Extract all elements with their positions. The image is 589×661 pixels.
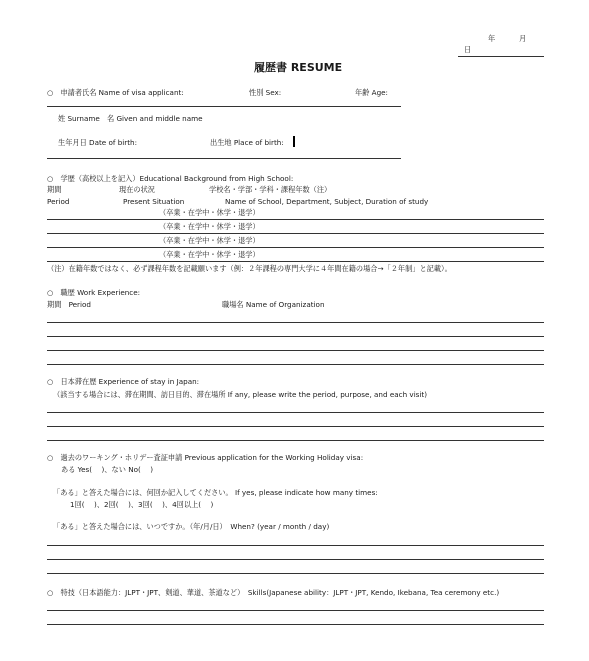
year-label: 年 [488,34,496,43]
edu-row-line [47,219,544,220]
work-row-line[interactable] [47,336,544,337]
edu-col-school-jp: 学校名・学部・学科・課程年数（注） [209,185,332,194]
work-row-line[interactable] [47,350,544,351]
edu-status-option[interactable]: （卒業・在学中・休学・退学） [159,208,260,217]
japan-stay-line[interactable] [47,412,544,413]
skills-heading: ○ 特技（日本語能力：JLPT・JPT、剣道、華道、茶道など） Skills(Japanese ability：JLPT・JPT, Kendo, Ikebana, Tea ceremony etc.) [47,588,500,597]
yes-no-options[interactable]: ある Yes( )、ない No( ) [61,465,154,474]
japan-stay-instruction: （該当する場合には、滞在期間、訪日目的、滞在場所 If any, please write the period, purpose, and each visit) [53,390,428,399]
work-row-line[interactable] [47,322,544,323]
how-many-label: 「ある」と答えた場合には、何回か記入してください。 If yes, please indicate how many times: [53,488,378,497]
when-label: 「ある」と答えた場合には、いつですか。（年/月/日） When? (year / month / day) [53,522,330,531]
work-heading: ○ 職歴 Work Experience: [47,288,141,297]
edu-col-status-en: Present Situation [123,197,185,206]
month-label: 月 [519,34,527,43]
skills-line[interactable] [47,610,544,611]
working-holiday-heading: ○ 過去のワーキング・ホリデー査証申請 Previous application for the Working Holiday visa: [47,453,364,462]
text-cursor [293,136,295,147]
japan-stay-line[interactable] [47,426,544,427]
work-org-label: 職場名 Name of Organization [222,300,325,309]
japan-stay-line[interactable] [47,440,544,441]
page-title: 履歴書 RESUME [254,61,343,74]
edu-status-option[interactable]: （卒業・在学中・休学・退学） [159,236,260,245]
when-line[interactable] [47,559,544,560]
edu-status-option[interactable]: （卒業・在学中・休学・退学） [159,250,260,259]
skills-line[interactable] [47,624,544,625]
surname-label: 姓 Surname 名 Given and middle name [58,114,203,123]
age-label: 年齢 Age: [355,88,388,97]
dob-line[interactable] [47,158,401,159]
edu-row-line [47,233,544,234]
name-line[interactable] [47,106,401,107]
date-underline [458,56,544,57]
japan-stay-heading: ○ 日本滞在歴 Experience of stay in Japan: [47,377,200,386]
when-line[interactable] [47,573,544,574]
edu-col-period-jp: 期間 [47,185,62,194]
day-label: 日 [464,45,472,54]
dob-label: 生年月日 Date of birth: [58,138,138,147]
education-note: （注）在籍年数ではなく、必ず課程年数を記載願います（例：２年課程の専門大学に４年間在籍の場合→「２年制」と記載）。 [47,264,452,273]
times-options[interactable]: 1回( )、2回( )、3回( )、4回以上( ) [70,500,214,509]
edu-row-line [47,247,544,248]
edu-status-option[interactable]: （卒業・在学中・休学・退学） [159,222,260,231]
edu-row-line [47,261,544,262]
education-heading: ○ 学歴（高校以上を記入）Educational Background from High School: [47,174,294,183]
work-period-label: 期間 Period [47,300,91,309]
edu-col-status-jp: 現在の状況 [119,185,155,194]
sex-label: 性別 Sex: [249,88,282,97]
applicant-name-label: ○ 申請者氏名 Name of visa applicant: [47,88,184,97]
when-line[interactable] [47,545,544,546]
work-row-line[interactable] [47,364,544,365]
pob-label: 出生地 Place of birth: [210,138,284,147]
edu-col-school-en: Name of School, Department, Subject, Duration of study [225,197,429,206]
edu-col-period-en: Period [47,197,70,206]
